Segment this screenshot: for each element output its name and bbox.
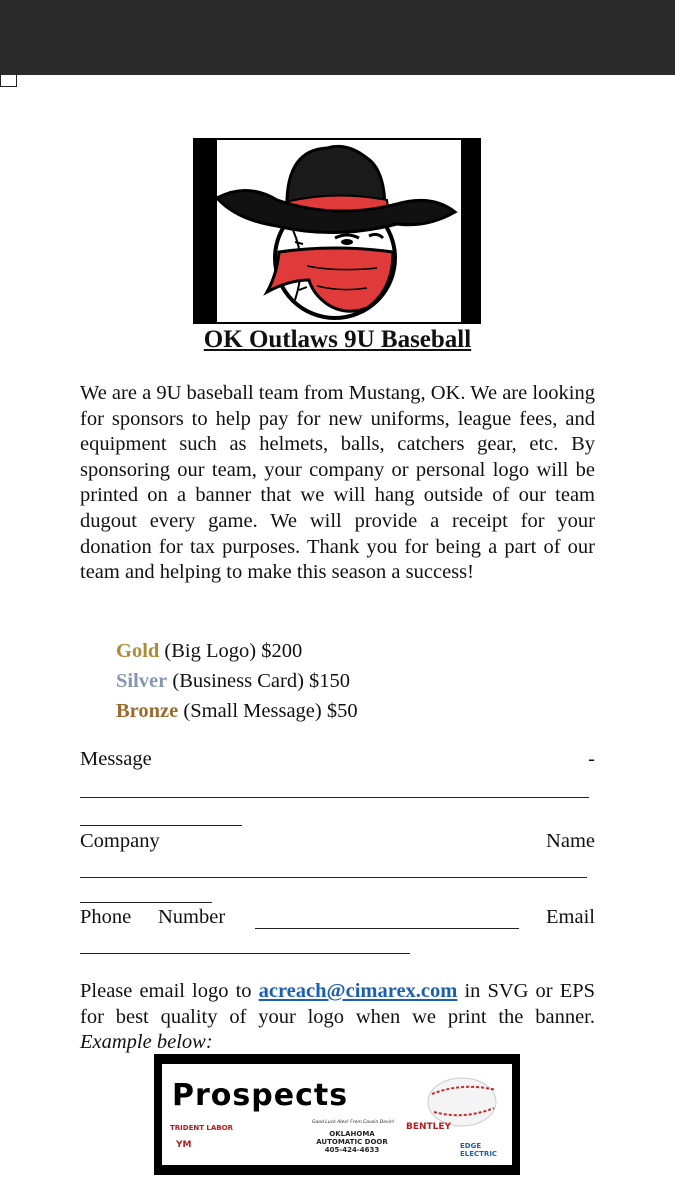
banner-sponsor-edge: EDGE xyxy=(460,1142,482,1150)
example-label: Example below: xyxy=(80,1031,213,1054)
email-link[interactable]: acreach@cimarex.com xyxy=(258,980,458,1002)
email-prefix: Please email logo to xyxy=(80,980,252,1002)
logo-border-left xyxy=(193,138,217,324)
banner-sponsor-oklahoma: OKLAHOMA xyxy=(329,1130,375,1138)
message-row xyxy=(80,747,595,772)
tier-bronze-name: Bronze xyxy=(116,700,179,722)
body-paragraph: We are a 9U baseball team from Mustang, OK. We are looking for sponsors to help pay for new uniforms, league fees, and equipment such as helmets, balls, catchers gear, etc. By sponsoring our team, your company or personal logo will be printed on a banner that we will hang outside of our team dugout every game. We will provide a receipt for your donation for tax purposes. Thank you for being a part of our team and helping to make this season a success! xyxy=(80,382,595,584)
message-dash: - xyxy=(588,748,595,770)
message-field-line-1[interactable] xyxy=(80,797,589,798)
message-label: Message xyxy=(80,748,152,770)
baseball-icon xyxy=(424,1072,504,1128)
tier-silver-name: Silver xyxy=(116,670,168,692)
banner-headline: Prospects xyxy=(172,1078,349,1113)
phone-field-line[interactable] xyxy=(255,928,519,929)
company-label: Company xyxy=(80,830,160,852)
banner-sponsor-bentley: BENTLEY xyxy=(406,1122,452,1132)
name-label: Name xyxy=(546,830,595,852)
sponsorship-tiers xyxy=(116,636,596,726)
example-banner xyxy=(154,1054,520,1175)
logo-border-right xyxy=(461,138,481,324)
email-instructions xyxy=(80,979,595,1056)
phone-email-row xyxy=(80,905,595,930)
example-banner-inner xyxy=(162,1064,512,1165)
logo-border-bottom xyxy=(193,322,481,324)
banner-sponsor-trident: TRIDENT LABOR xyxy=(170,1124,233,1132)
tier-silver xyxy=(116,666,596,696)
message-field-line-2[interactable] xyxy=(80,825,242,826)
banner-sponsor-electric: ELECTRIC xyxy=(460,1150,498,1158)
email-label: Email xyxy=(546,906,595,928)
tier-gold xyxy=(116,636,596,666)
banner-sponsor-automatic-door: AUTOMATIC DOOR xyxy=(316,1138,388,1146)
email-suffix: in SVG or EPS for best quality of your logo when we print the banner. xyxy=(80,980,596,1028)
page-title: OK Outlaws 9U Baseball xyxy=(203,326,472,353)
viewer-top-bar xyxy=(0,0,675,75)
page-corner-marker xyxy=(0,75,17,87)
outlaw-baseball-icon xyxy=(217,140,461,322)
phone-label: Phone xyxy=(80,906,132,928)
team-logo xyxy=(193,138,481,324)
tier-bronze-desc: (Small Message) $50 xyxy=(183,700,358,722)
number-label: Number xyxy=(158,906,226,928)
tier-bronze xyxy=(116,696,596,726)
company-name-row xyxy=(80,829,595,854)
tier-silver-desc: (Business Card) $150 xyxy=(172,670,351,692)
banner-sponsor-phone: 405-424-4633 xyxy=(324,1146,380,1154)
company-name-field-line-1[interactable] xyxy=(80,877,587,878)
banner-sponsor-message: Good Luck Alex! From Cousin Devin! xyxy=(312,1120,395,1125)
email-field-line[interactable] xyxy=(80,953,410,954)
banner-sponsor-ym: YM xyxy=(176,1140,192,1150)
tier-gold-name: Gold xyxy=(116,640,160,662)
tier-gold-desc: (Big Logo) $200 xyxy=(164,640,303,662)
company-name-field-line-2[interactable] xyxy=(80,902,212,903)
